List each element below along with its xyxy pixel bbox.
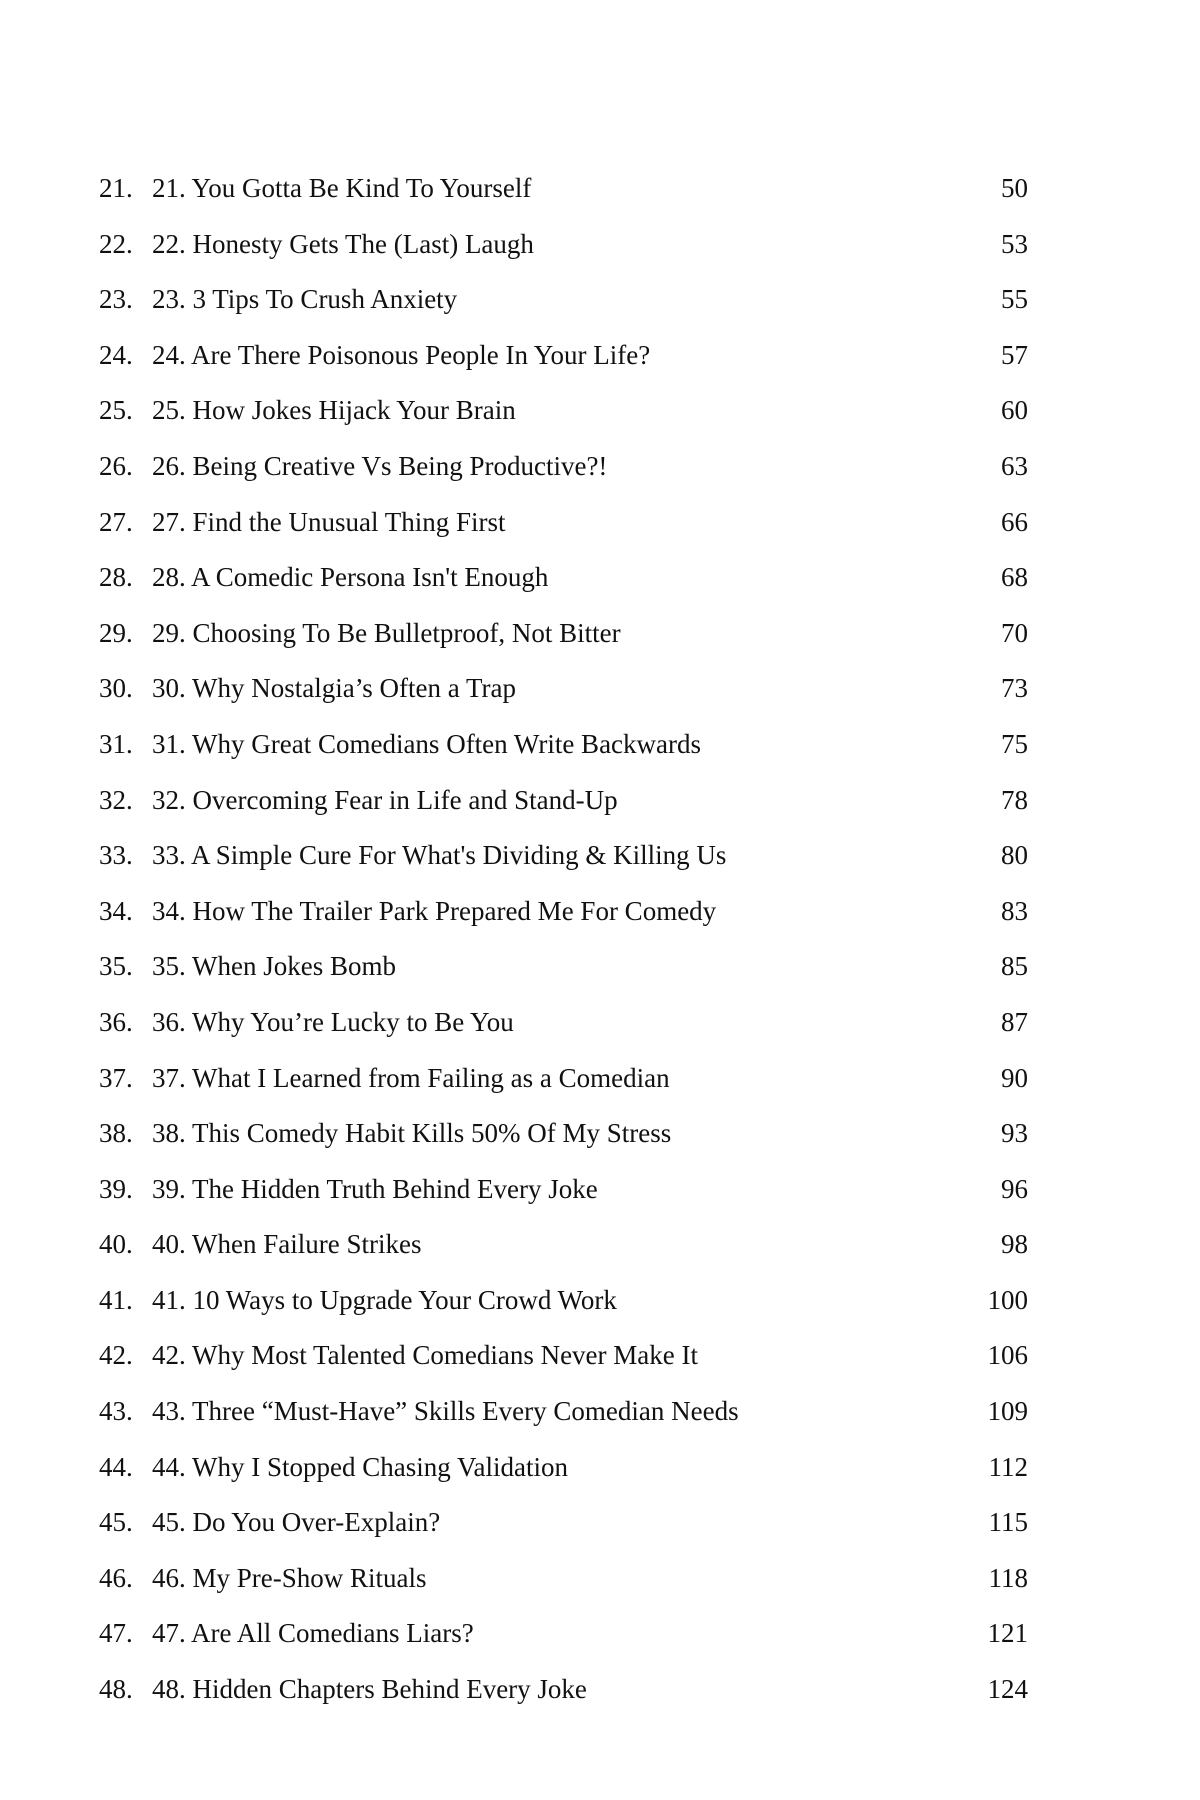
- toc-entry: [0, 1444, 1200, 1500]
- toc-entry-page: 57: [1001, 339, 1028, 370]
- toc-entry-title: 22. Honesty Gets The (Last) Laugh: [152, 228, 534, 259]
- toc-entry-title: 21. You Gotta Be Kind To Yourself: [152, 173, 532, 203]
- toc-entry-page: 115: [988, 1507, 1028, 1538]
- toc-entry-number: 42.: [99, 1340, 133, 1371]
- toc-entry-page: 118: [988, 1562, 1028, 1593]
- toc-entry: [0, 777, 1200, 833]
- toc-entry-page: 93: [1001, 1118, 1028, 1149]
- toc-entry-number: 37.: [99, 1062, 133, 1093]
- toc-entry-title: 46. My Pre-Show Rituals: [152, 1562, 427, 1593]
- toc-entry-page: 98: [1001, 1229, 1028, 1260]
- toc-entry-title: 48. Hidden Chapters Behind Every Joke: [152, 1674, 587, 1705]
- toc-entry-page: 83: [1001, 895, 1028, 926]
- toc-entry-title: 36. Why You’re Lucky to Be You: [152, 1006, 514, 1037]
- toc-entry: [0, 610, 1200, 666]
- toc-entry-number: 46.: [99, 1562, 133, 1593]
- toc-entry-number: 27.: [99, 506, 133, 537]
- toc-entry-number: 38.: [99, 1118, 133, 1149]
- toc-entry-page: 70: [1001, 617, 1028, 648]
- toc-entry: [0, 1388, 1200, 1444]
- toc-entry: [0, 1332, 1200, 1388]
- toc-entry-title: 40. When Failure Strikes: [152, 1229, 422, 1260]
- toc-entry-page: 90: [1001, 1062, 1028, 1093]
- toc-entry-page: 121: [987, 1618, 1028, 1649]
- toc-entry-title: 47. Are All Comedians Liars?: [152, 1618, 474, 1649]
- toc-entry-number: 31.: [99, 728, 133, 759]
- toc-entry: [0, 443, 1200, 499]
- toc-entry-title: 39. The Hidden Truth Behind Every Joke: [152, 1173, 598, 1204]
- toc-entry-number: 41.: [99, 1284, 133, 1315]
- toc-entry: [0, 1166, 1200, 1222]
- toc-entry-number: 26.: [99, 450, 133, 481]
- toc-entry: [0, 387, 1200, 443]
- toc-entry-title: 42. Why Most Talented Comedians Never Make It: [152, 1340, 698, 1371]
- toc-entry-page: 124: [987, 1674, 1028, 1705]
- toc-entry-title: 29. Choosing To Be Bulletproof, Not Bitter: [152, 617, 621, 648]
- toc-entry-page: 87: [1001, 1006, 1028, 1037]
- toc-entry-number: 35.: [99, 951, 133, 982]
- toc-entry: [0, 1499, 1200, 1555]
- toc-entry-title: 43. Three “Must-Have” Skills Every Comedian Needs: [152, 1396, 739, 1427]
- toc-entry-title: 27. Find the Unusual Thing First: [152, 506, 506, 537]
- toc-entry-number: 34.: [99, 895, 133, 926]
- toc-entry-number: 47.: [99, 1618, 133, 1649]
- toc-entry: [0, 1221, 1200, 1277]
- toc-entry-title: 28. A Comedic Persona Isn't Enough: [152, 562, 549, 593]
- toc-entry-number: 36.: [99, 1006, 133, 1037]
- toc-entry: [0, 999, 1200, 1055]
- toc-entry-number: 40.: [99, 1229, 133, 1260]
- toc-entry-number: 30.: [99, 673, 133, 704]
- toc-entry-page: 73: [1001, 673, 1028, 704]
- toc-entry-page: 112: [988, 1451, 1028, 1482]
- toc-entry: [0, 1277, 1200, 1333]
- toc-entry: [0, 1110, 1200, 1166]
- toc-entry: [0, 1666, 1200, 1722]
- toc-entry-page: 75: [1001, 728, 1028, 759]
- toc-entry-title: 44. Why I Stopped Chasing Validation: [152, 1451, 568, 1482]
- toc-entry: [0, 165, 1200, 221]
- toc-entry: [0, 332, 1200, 388]
- toc-entry: [0, 276, 1200, 332]
- toc-entry-title: 45. Do You Over-Explain?: [152, 1507, 441, 1538]
- toc-entry-number: 39.: [99, 1173, 133, 1204]
- toc-entry-title: 23. 3 Tips To Crush Anxiety: [152, 284, 458, 315]
- toc-entry: [0, 499, 1200, 555]
- toc-entry-title: 41. 10 Ways to Upgrade Your Crowd Work: [152, 1284, 617, 1315]
- toc-entry-page: 66: [1001, 506, 1028, 537]
- toc-entry-number: 32.: [99, 784, 133, 815]
- toc-entry-title: 34. How The Trailer Park Prepared Me For Comedy: [152, 895, 717, 926]
- toc-entry: [0, 888, 1200, 944]
- toc-entry-page: 55: [1001, 284, 1028, 315]
- toc-entry-title: 25. How Jokes Hijack Your Brain: [152, 395, 516, 426]
- toc-entry-title: 38. This Comedy Habit Kills 50% Of My Stress: [152, 1118, 672, 1149]
- toc-entry-title: 37. What I Learned from Failing as a Comedian: [152, 1062, 670, 1093]
- toc-entry: [0, 554, 1200, 610]
- toc-entry: [0, 1055, 1200, 1111]
- toc-entry-title: 30. Why Nostalgia’s Often a Trap: [152, 673, 516, 704]
- toc-entry: [0, 721, 1200, 777]
- toc-entry-title: 32. Overcoming Fear in Life and Stand-Up: [152, 784, 618, 815]
- toc-entry-title: 26. Being Creative Vs Being Productive?!: [152, 450, 608, 481]
- toc-entry-number: 44.: [99, 1451, 133, 1482]
- toc-entry-number: 28.: [99, 562, 133, 593]
- toc-entry-title: 24. Are There Poisonous People In Your Life?: [152, 339, 651, 370]
- toc-entry-number: 29.: [99, 617, 133, 648]
- toc-entry-page: 60: [1001, 395, 1028, 426]
- toc-entry: [0, 221, 1200, 277]
- toc-entry-number: 45.: [99, 1507, 133, 1538]
- toc-entry-page: 80: [1001, 840, 1028, 871]
- toc-entry-page: 68: [1001, 562, 1028, 593]
- toc-entry-page: 63: [1001, 450, 1028, 481]
- toc-entry-number: 33.: [99, 840, 133, 871]
- toc-entry-page: 53: [1001, 228, 1028, 259]
- toc-entry-title: 31. Why Great Comedians Often Write Backwards: [152, 728, 702, 759]
- toc-entry-number: 21.: [99, 173, 133, 203]
- toc-entry-number: 24.: [99, 339, 133, 370]
- toc-entry: [0, 1555, 1200, 1611]
- toc-entry: [0, 832, 1200, 888]
- toc-entry-title: 35. When Jokes Bomb: [152, 951, 396, 982]
- toc-entry-number: 25.: [99, 395, 133, 426]
- toc-entry-page: 85: [1001, 951, 1028, 982]
- toc-entry-title: 33. A Simple Cure For What's Dividing & Killing Us: [152, 840, 727, 871]
- toc-entry-page: 106: [987, 1340, 1028, 1371]
- toc-entry-page: 50: [1001, 173, 1028, 203]
- table-of-contents: [0, 165, 1200, 1722]
- toc-entry: [0, 1610, 1200, 1666]
- toc-entry: [0, 943, 1200, 999]
- toc-entry-page: 109: [987, 1396, 1028, 1427]
- toc-entry-number: 22.: [99, 228, 133, 259]
- toc-entry-page: 78: [1001, 784, 1028, 815]
- toc-entry: [0, 665, 1200, 721]
- toc-entry-page: 96: [1001, 1173, 1028, 1204]
- toc-entry-number: 23.: [99, 284, 133, 315]
- toc-entry-number: 48.: [99, 1674, 133, 1705]
- toc-entry-number: 43.: [99, 1396, 133, 1427]
- toc-entry-page: 100: [987, 1284, 1028, 1315]
